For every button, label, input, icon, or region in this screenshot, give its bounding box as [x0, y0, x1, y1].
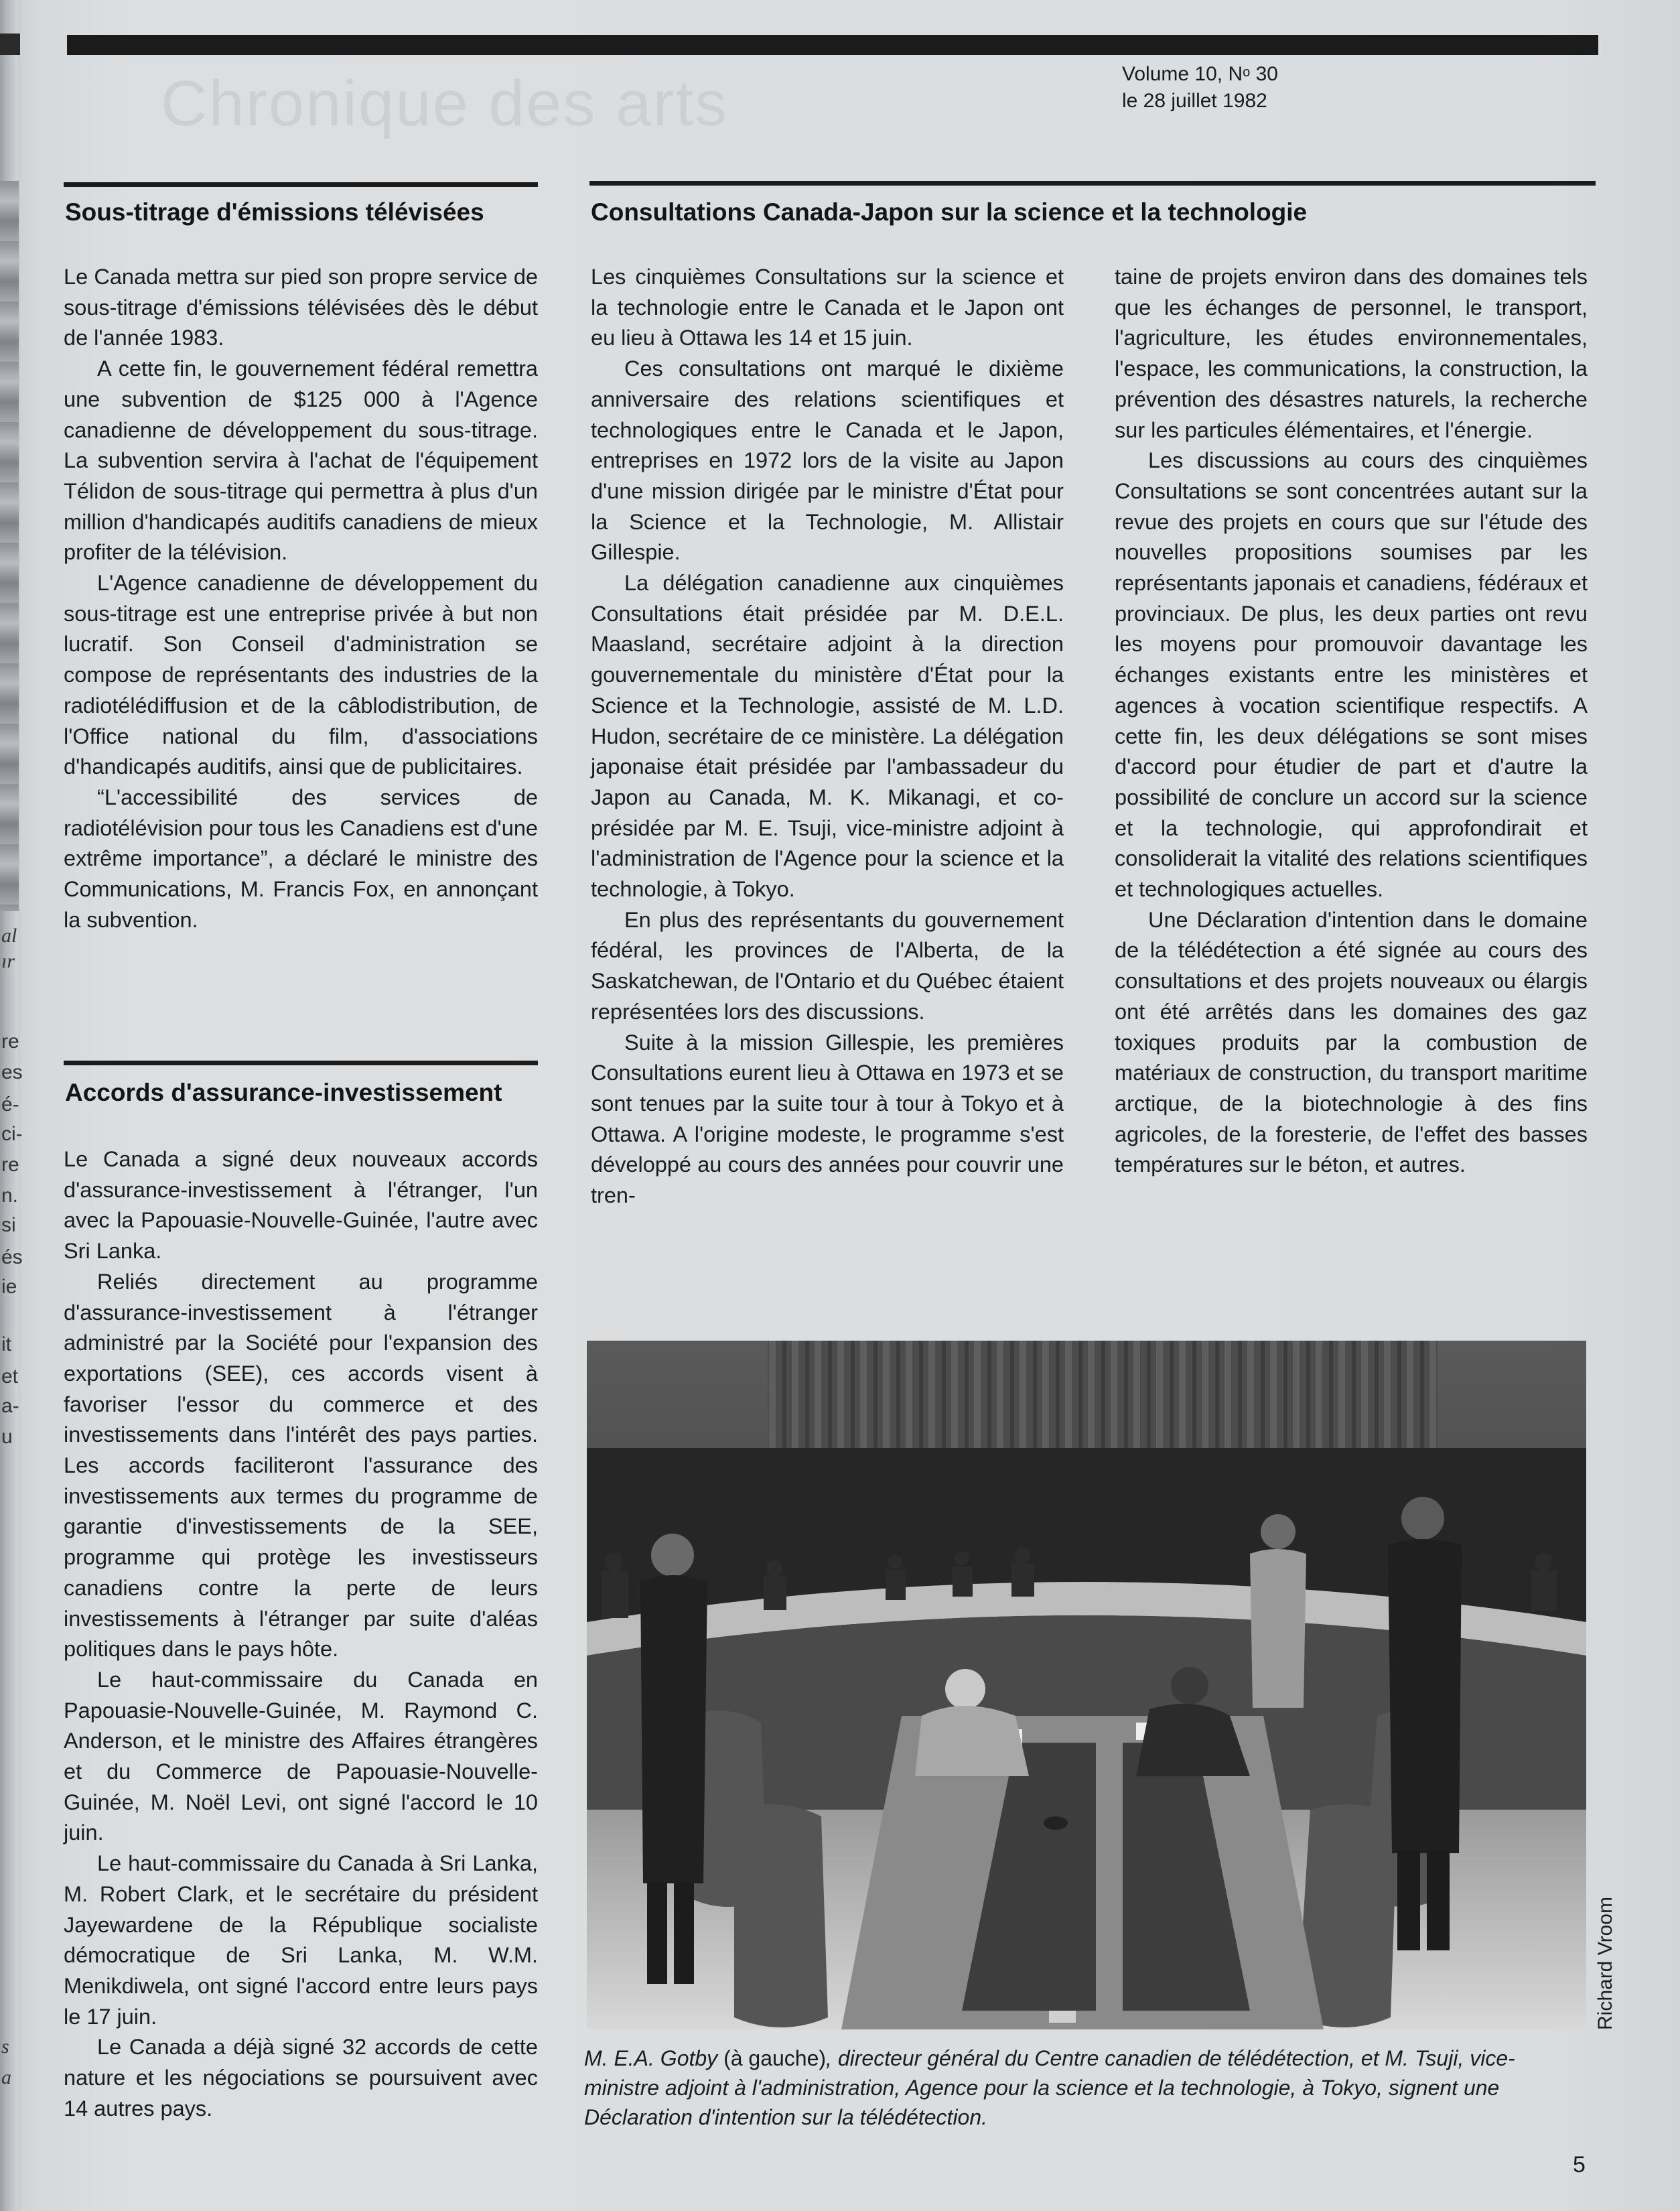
- page-number: 5: [1573, 2152, 1586, 2178]
- paragraph: Une Déclaration d'intention dans le domaine de la télédétection a été signée au cours des consultations et des projets nouveaux ou élargis ont été arrêtés dans les domaines des gaz toxiques produits par la combustion de matériaux de construction, du transport maritime arctique, de la biotechnologie à des fins agricoles, de la foresterie, de l'effet des basses températures sur le béton, et autres.: [1115, 907, 1588, 1177]
- margin-fragment: ır: [1, 950, 15, 972]
- paragraph: Suite à la mission Gillespie, les premières Consultations eurent lieu à Ottawa en 1973 et se sont tenues par la suite tour à tour à Tokyo et à Ottawa. A l'origine modeste, le programme s'est développé au cours des années pour couvrir une tren-: [591, 1030, 1064, 1208]
- masthead-show-through: Chronique des arts: [161, 68, 729, 139]
- paragraph: Les cinquièmes Consultations sur la science et la technologie entre le Canada et le Japon ont eu lieu à Ottawa les 14 et 15 juin.: [591, 265, 1064, 350]
- issue-info: [1122, 59, 1278, 115]
- paragraph: La délégation canadienne aux cinquièmes Consultations était présidée par M. D.E.L. Maasland, secrétaire adjoint à la direction gouvernementale du ministère d'État pour la Science et la Technologie, assisté de M. L.D. Hudon, secrétaire de ce ministère. La délégation japonaise était présidée par l'ambassadeur du Japon au Canada, M. K. Mikanagi, et co-présidée par M. E. Tsuji, vice-ministre adjoint à l'administration de l'Agence pour la science et la technologie, à Tokyo.: [591, 571, 1064, 902]
- article-body-subtitling: [64, 262, 538, 935]
- article-rule: [64, 182, 538, 187]
- photo-credit: Richard Vroom: [1594, 1897, 1616, 2030]
- margin-fragment: és: [1, 1246, 23, 1268]
- article-title-consultations: Consultations Canada-Japon sur la science et la technologie: [591, 198, 1308, 226]
- margin-fragment: ci-: [1, 1123, 23, 1145]
- margin-fragment: n.: [1, 1185, 19, 1207]
- paragraph: Reliés directement au programme d'assurance-investissement à l'étranger administré par la Société pour l'expansion des exportations (SEE), ces accords visent à favoriser l'essor du commerce et des investissements dans l'intérêt des pays parties. Les accords faciliteront l'assurance des investissements aux termes du programme de garantie d'investissements de la SEE, programme qui protège les investisseurs canadiens contre la perte de leurs investissements à l'étranger par suite d'aléas politiques dans le pays hôte.: [64, 1269, 538, 1662]
- article-body-consultations-col1: [591, 262, 1064, 1211]
- article-rule: [64, 1061, 538, 1065]
- paragraph: L'Agence canadienne de développement du sous-titrage est une entreprise privée à but non lucratif. Son Conseil d'administration se compose de représentants des industries de la radiotélédiffusion et de la câblodistribution, de l'Office national du film, d'associations d'handicapés auditifs, ainsi que de publicitaires.: [64, 571, 538, 779]
- margin-fragment: al: [1, 925, 17, 947]
- volume-number: Volume 10, $N^o$ 30: [1122, 63, 1278, 85]
- margin-fragment: a: [1, 2066, 11, 2088]
- article-rule: [589, 181, 1596, 186]
- margin-fragment: re: [1, 1030, 19, 1053]
- margin-fragment: si: [1, 1214, 16, 1236]
- margin-fragment: it: [1, 1333, 11, 1355]
- margin-fragment: u: [1, 1426, 13, 1448]
- margin-fragment: es: [1, 1061, 23, 1083]
- margin-fragment: é-: [1, 1093, 19, 1116]
- paragraph: taine de projets environ dans des domaines tels que les échanges de personnel, le transport, l'agriculture, les études environnementales, l'espace, les communications, la construction, la prévention des désastres naturels, la recherche sur les particules élémentaires, et l'énergie.: [1115, 265, 1588, 442]
- paragraph: Les discussions au cours des cinquièmes Consultations se sont concentrées autant sur la revue des projets en cours que sur l'étude des nouvelles propositions soumises par les représentants japonais et canadiens, fédéraux et provinciaux. De plus, les deux parties ont revu les moyens pour promouvoir davantage les échanges existants entre les ministères et agences à vocation scientifique respectifs. A cette fin, les deux délégations se sont mises d'accord pour étudier de part et d'autre la possibilité de conclure un accord sur la science et la technologie, qui approfondirait et consoliderait la vitalité des relations scientifiques et technologiques actuelles.: [1115, 448, 1588, 902]
- issue-date: le 28 juillet 1982: [1122, 90, 1267, 112]
- signing-ceremony-photo: [587, 1341, 1586, 2029]
- margin-fragment: a-: [1, 1395, 19, 1417]
- previous-page-photo-edge: [0, 181, 19, 911]
- paragraph: A cette fin, le gouvernement fédéral remettra une subvention de $125 000 à l'Agence canadienne de développement du sous-titrage. La subvention servira à l'achat de l'équipement Télidon de sous-titrage qui permettra à plus d'un million d'handicapés auditifs canadiens de mieux profiter de la télévision.: [64, 356, 538, 565]
- margin-fragment: s: [1, 2035, 9, 2058]
- article-title-insurance: Accords d'assurance-investissement: [65, 1079, 502, 1106]
- paragraph: Le haut-commissaire du Canada en Papouasie-Nouvelle-Guinée, M. Raymond C. Anderson, et le ministre des Affaires étrangères et du Commerce de Papouasie-Nouvelle-Guinée, M. Noël Levi, ont signé l'accord le 10 juin.: [64, 1667, 538, 1845]
- article-body-insurance: [64, 1144, 538, 2125]
- article-body-consultations-col2: [1115, 262, 1588, 1181]
- article-title-subtitling: Sous-titrage d'émissions télévisées: [65, 198, 484, 226]
- paragraph: “L'accessibilité des services de radiotélévision pour tous les Canadiens est d'une extrême importance”, a déclaré le ministre des Communications, M. Francis Fox, en annonçant la subvention.: [64, 785, 538, 932]
- previous-page-bar: [0, 34, 20, 55]
- paragraph: Ces consultations ont marqué le dixième anniversaire des relations scientifiques et technologiques entre le Canada et le Japon, entreprises en 1972 lors de la visite au Japon d'une mission dirigée par le ministre d'État pour la Science et la Technologie, M. Allistair Gillespie.: [591, 356, 1064, 565]
- paragraph: En plus des représentants du gouvernement fédéral, les provinces de l'Alberta, de la Saskatchewan, de l'Ontario et du Québec étaient représentées lors des discussions.: [591, 907, 1064, 1024]
- header-bar: [67, 35, 1598, 55]
- margin-fragment: et: [1, 1365, 19, 1388]
- margin-fragment: ie: [1, 1276, 17, 1298]
- photo-illustration: [587, 1341, 1586, 2029]
- paragraph: Le Canada mettra sur pied son propre service de sous-titrage d'émissions télévisées dès le début de l'année 1983.: [64, 265, 538, 350]
- margin-fragment: re: [1, 1154, 19, 1176]
- paragraph: Le Canada a déjà signé 32 accords de cette nature et les négociations se poursuivent avec 14 autres pays.: [64, 2035, 538, 2121]
- photo-caption: M. E.A. Gotby (à gauche), directeur général du Centre canadien de télédétection, et M. Tsuji, vice-ministre adjoint à l'administration, Agence pour la science et la technologie, à Tokyo, signent une Déclaration d'intention sur la télédétection.: [584, 2046, 1515, 2129]
- paragraph: Le haut-commissaire du Canada à Sri Lanka, M. Robert Clark, et le secrétaire du président Jayewardene de la République socialiste démocratique de Sri Lanka, M. W.M. Menikdiwela, ont signé l'accord entre leurs pays le 17 juin.: [64, 1851, 538, 2029]
- paragraph: Le Canada a signé deux nouveaux accords d'assurance-investissement à l'étranger, l'un avec la Papouasie-Nouvelle-Guinée, l'autre avec Sri Lanka.: [64, 1147, 538, 1264]
